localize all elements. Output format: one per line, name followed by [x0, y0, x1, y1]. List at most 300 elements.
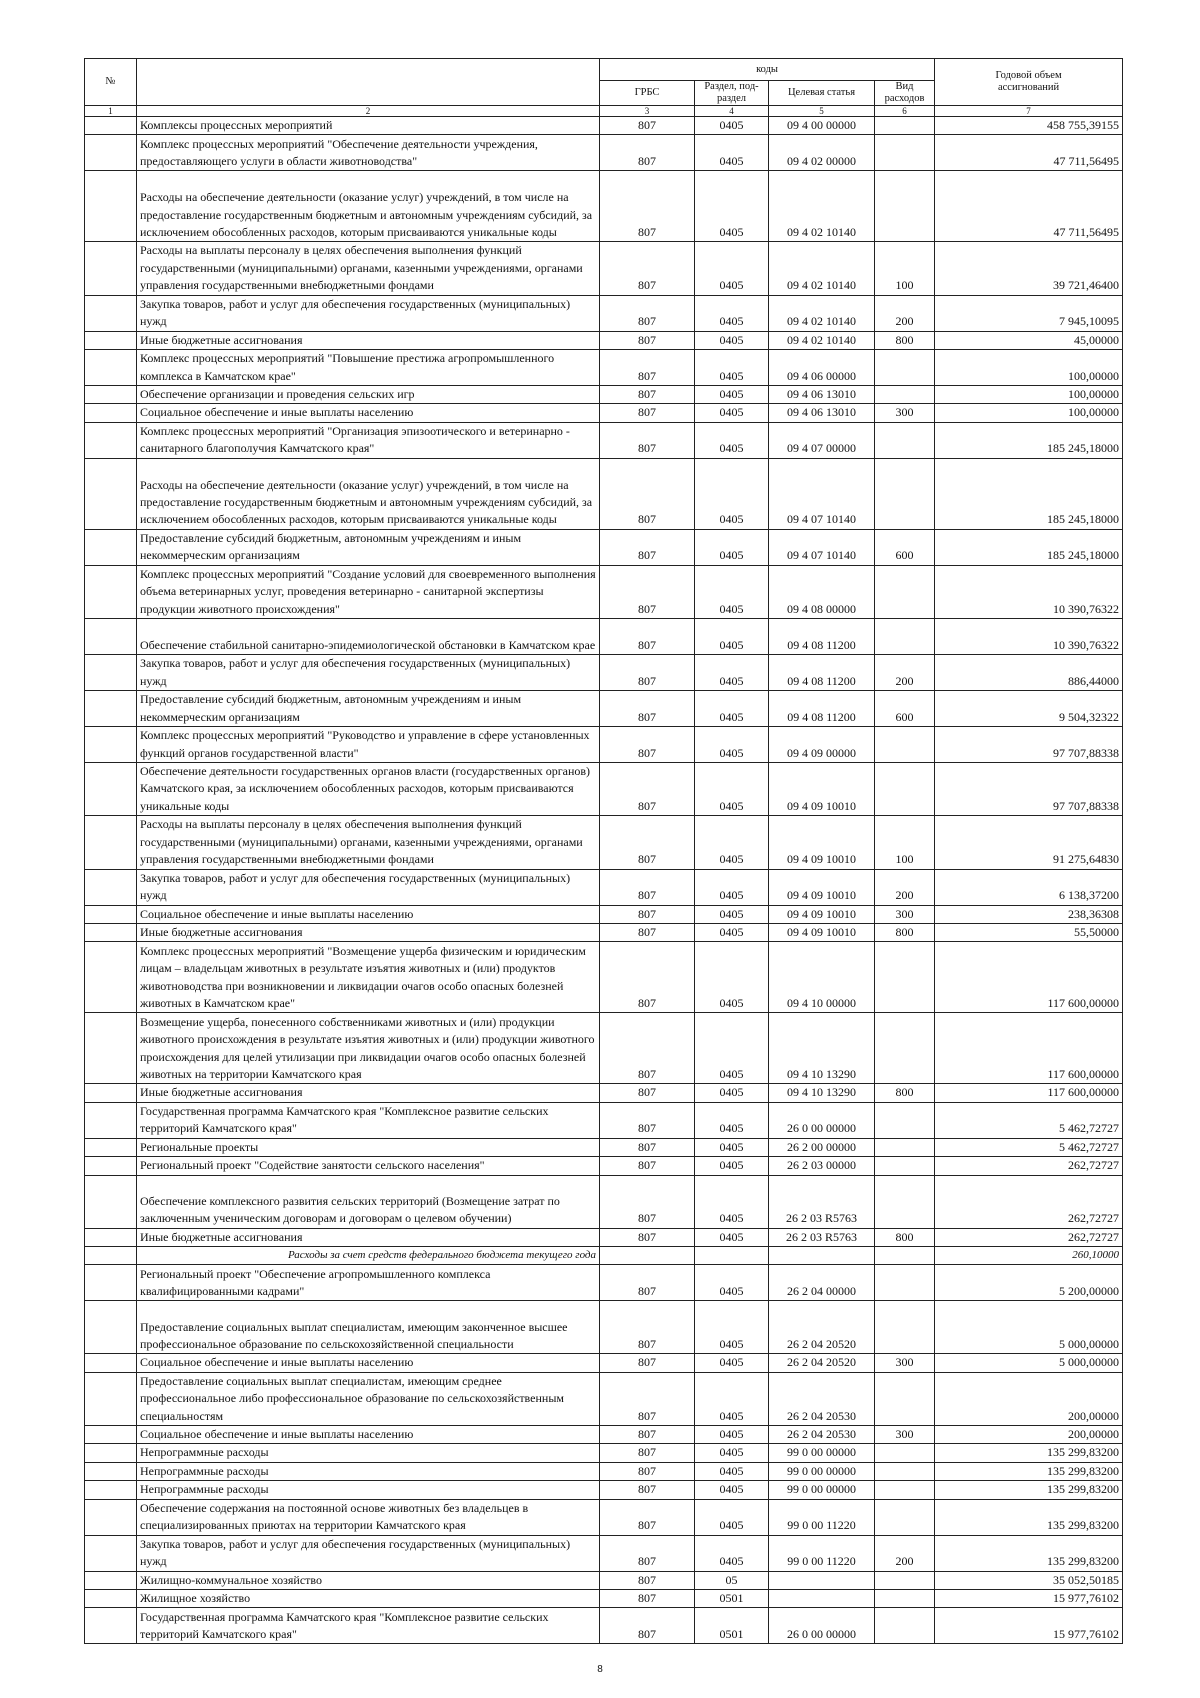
cell-expense-type: [875, 386, 935, 404]
cell-grbs: 807: [600, 422, 695, 458]
cell-grbs: 807: [600, 1481, 695, 1499]
cell-section: 0405: [695, 1138, 769, 1156]
page-number: 8: [597, 1664, 603, 1675]
cell-expense-name: Иные бюджетные ассигнования: [137, 1084, 600, 1102]
cell-number: [85, 1084, 137, 1102]
cell-number: [85, 1175, 137, 1228]
cell-number: [85, 816, 137, 869]
table-row: [85, 869, 1123, 905]
cell-expense-type: 300: [875, 1425, 935, 1443]
table-row: [85, 117, 1123, 135]
cell-expense-type: [875, 1157, 935, 1175]
cell-section: 0405: [695, 404, 769, 422]
cell-expense-type: 200: [875, 1535, 935, 1571]
cell-annual-sum: 5 200,00000: [935, 1265, 1123, 1301]
cell-expense-name: Региональный проект "Обеспечение агропромышленного комплекса квалифицированными кадрами": [137, 1265, 600, 1301]
cell-expense-name: Комплекс процессных мероприятий "Возмещение ущерба физическим и юридическим лицам – владельцам животных в результате изъятия животных и (или) продуктов животноводства при возникновении и ликвидации очагов особо опасных болезней животных в Камчатском крае": [137, 942, 600, 1013]
cell-expense-type: [875, 350, 935, 386]
cell-expense-type: 300: [875, 905, 935, 923]
cell-target-article: 26 2 03 R5763: [769, 1228, 875, 1246]
cell-annual-sum: 260,10000: [935, 1246, 1123, 1264]
table-row: [85, 1590, 1123, 1608]
table-row: [85, 1265, 1123, 1301]
cell-expense-type: [875, 1372, 935, 1425]
cell-target-article: 26 2 03 R5763: [769, 1175, 875, 1228]
cell-expense-type: 600: [875, 529, 935, 565]
cell-number: [85, 1265, 137, 1301]
cell-grbs: 807: [600, 1265, 695, 1301]
cell-number: [85, 1535, 137, 1571]
header-annual-volume-line2: ассигнований: [997, 82, 1060, 93]
cell-expense-name: Предоставление субсидий бюджетным, автономным учреждениям и иным некоммерческим организациям: [137, 691, 600, 727]
cell-section: 0405: [695, 1462, 769, 1480]
cell-target-article: 09 4 08 11200: [769, 655, 875, 691]
table-row: [85, 1481, 1123, 1499]
cell-target-article: 09 4 10 13290: [769, 1013, 875, 1084]
cell-expense-name: Закупка товаров, работ и услуг для обеспечения государственных (муниципальных) нужд: [137, 869, 600, 905]
cell-section: 0405: [695, 1535, 769, 1571]
cell-expense-type: [875, 1138, 935, 1156]
cell-section: 05: [695, 1571, 769, 1589]
cell-expense-name: Комплекс процессных мероприятий "Повышение престижа агропромышленного комплекса в Камчатском крае": [137, 350, 600, 386]
cell-expense-name: Непрограммные расходы: [137, 1444, 600, 1462]
cell-grbs: 807: [600, 1372, 695, 1425]
header-name: [137, 59, 600, 106]
cell-expense-name: Иные бюджетные ассигнования: [137, 331, 600, 349]
cell-grbs: 807: [600, 295, 695, 331]
cell-number: [85, 458, 137, 529]
cell-target-article: 09 4 06 13010: [769, 404, 875, 422]
cell-section: 0405: [695, 458, 769, 529]
cell-number: [85, 1425, 137, 1443]
cell-expense-name: Комплекс процессных мероприятий "Руководство и управление в сфере установленных функций органов государственной власти": [137, 727, 600, 763]
cell-target-article: 26 2 04 00000: [769, 1265, 875, 1301]
cell-expense-name: Жилищно-коммунальное хозяйство: [137, 1571, 600, 1589]
cell-grbs: 807: [600, 655, 695, 691]
header-expense-type-line1: Вид: [895, 81, 914, 92]
cell-annual-sum: 15 977,76102: [935, 1608, 1123, 1644]
cell-number: [85, 386, 137, 404]
cell-grbs: 807: [600, 1444, 695, 1462]
cell-number: [85, 1102, 137, 1138]
column-number: 4: [695, 106, 769, 117]
table-row: [85, 1013, 1123, 1084]
cell-expense-type: 600: [875, 691, 935, 727]
header-section-line2: раздел: [716, 93, 747, 104]
cell-expense-type: [875, 458, 935, 529]
cell-target-article: 09 4 02 10140: [769, 242, 875, 295]
cell-number: [85, 1590, 137, 1608]
cell-section: 0405: [695, 1175, 769, 1228]
header-annual-volume: [935, 59, 1123, 106]
cell-grbs: 807: [600, 458, 695, 529]
cell-number: [85, 1372, 137, 1425]
cell-number: [85, 923, 137, 941]
table-row: [85, 565, 1123, 618]
cell-number: [85, 905, 137, 923]
cell-expense-name: Жилищное хозяйство: [137, 1590, 600, 1608]
cell-target-article: [769, 1571, 875, 1589]
table-row: [85, 1608, 1123, 1644]
cell-number: [85, 1499, 137, 1535]
cell-number: [85, 565, 137, 618]
cell-section: 0501: [695, 1590, 769, 1608]
cell-number: [85, 942, 137, 1013]
table-row: [85, 529, 1123, 565]
cell-target-article: 09 4 07 10140: [769, 529, 875, 565]
cell-section: 0405: [695, 331, 769, 349]
cell-annual-sum: 135 299,83200: [935, 1444, 1123, 1462]
cell-target-article: 09 4 06 13010: [769, 386, 875, 404]
cell-grbs: 807: [600, 404, 695, 422]
cell-number: [85, 1013, 137, 1084]
cell-target-article: 26 0 00 00000: [769, 1102, 875, 1138]
cell-number: [85, 1354, 137, 1372]
budget-allocation-table: [84, 58, 1123, 1644]
cell-annual-sum: 100,00000: [935, 386, 1123, 404]
cell-annual-sum: 6 138,37200: [935, 869, 1123, 905]
cell-target-article: 99 0 00 00000: [769, 1481, 875, 1499]
cell-section: 0405: [695, 242, 769, 295]
cell-section: 0405: [695, 1444, 769, 1462]
cell-annual-sum: 262,72727: [935, 1175, 1123, 1228]
table-row: [85, 619, 1123, 655]
cell-annual-sum: 135 299,83200: [935, 1535, 1123, 1571]
cell-target-article: 09 4 02 10140: [769, 295, 875, 331]
cell-grbs: 807: [600, 529, 695, 565]
cell-grbs: 807: [600, 350, 695, 386]
cell-grbs: 807: [600, 1138, 695, 1156]
cell-grbs: 807: [600, 727, 695, 763]
cell-expense-name: Региональные проекты: [137, 1138, 600, 1156]
cell-grbs: 807: [600, 1354, 695, 1372]
cell-grbs: 807: [600, 331, 695, 349]
column-number: 1: [85, 106, 137, 117]
cell-expense-name: Расходы на выплаты персоналу в целях обеспечения выполнения функций государственными (муниципальными) органами, казенными учреждениями, органами управления государственными внебюджетными фондами: [137, 242, 600, 295]
cell-number: [85, 763, 137, 816]
cell-target-article: 26 2 04 20530: [769, 1372, 875, 1425]
cell-annual-sum: 100,00000: [935, 350, 1123, 386]
cell-annual-sum: 5 462,72727: [935, 1102, 1123, 1138]
cell-grbs: 807: [600, 763, 695, 816]
cell-annual-sum: 262,72727: [935, 1228, 1123, 1246]
cell-section: 0405: [695, 422, 769, 458]
cell-expense-name: Возмещение ущерба, понесенного собственниками животных и (или) продукции животного происхождения в результате изъятия животных и (или) продукции животного происхождения для целей утилизации при ликвидации очагов особо опасных болезней животных на территории Камчатского края: [137, 1013, 600, 1084]
cell-section: 0405: [695, 691, 769, 727]
cell-annual-sum: 200,00000: [935, 1372, 1123, 1425]
cell-target-article: 26 2 04 20530: [769, 1425, 875, 1443]
cell-expense-name: Обеспечение содержания на постоянной основе животных без владельцев в специализированных приютах на территории Камчатского края: [137, 1499, 600, 1535]
cell-number: [85, 1462, 137, 1480]
cell-number: [85, 691, 137, 727]
cell-section: 0405: [695, 117, 769, 135]
column-number-row: [85, 106, 1123, 117]
cell-expense-type: [875, 565, 935, 618]
cell-number: [85, 655, 137, 691]
cell-expense-name: Предоставление социальных выплат специалистам, имеющим среднее профессиональное либо профессиональное образование по сельскохозяйственным специальностям: [137, 1372, 600, 1425]
cell-expense-type: [875, 942, 935, 1013]
cell-grbs: 807: [600, 171, 695, 242]
cell-annual-sum: 185 245,18000: [935, 458, 1123, 529]
cell-annual-sum: 10 390,76322: [935, 565, 1123, 618]
cell-expense-type: 800: [875, 331, 935, 349]
cell-section: 0405: [695, 727, 769, 763]
header-section: [695, 81, 769, 106]
cell-expense-name: Закупка товаров, работ и услуг для обеспечения государственных (муниципальных) нужд: [137, 655, 600, 691]
cell-annual-sum: 35 052,50185: [935, 1571, 1123, 1589]
cell-expense-name: Обеспечение деятельности государственных органов власти (государственных органов) Камчатского края, за исключением обособленных расходов, которым присваиваются уникальные коды: [137, 763, 600, 816]
cell-expense-name: Расходы на обеспечение деятельности (оказание услуг) учреждений, в том числе на предоставление государственным бюджетным и автономным учреждениям субсидий, за исключением обособленных расходов, которым присваиваются уникальные коды: [137, 171, 600, 242]
cell-number: [85, 1444, 137, 1462]
cell-target-article: 26 2 00 00000: [769, 1138, 875, 1156]
cell-expense-type: 800: [875, 1084, 935, 1102]
cell-expense-name: Обеспечение комплексного развития сельских территорий (Возмещение затрат по заключенным ученическим договорам и договорам о целевом обучении): [137, 1175, 600, 1228]
cell-expense-type: [875, 1013, 935, 1084]
cell-expense-name: Комплекс процессных мероприятий "Создание условий для своевременного выполнения объема ветеринарных услуг, проведения ветеринарно - санитарной экспертизы продукции животного происхождения": [137, 565, 600, 618]
cell-number: [85, 1301, 137, 1354]
cell-expense-type: [875, 727, 935, 763]
cell-grbs: 807: [600, 1175, 695, 1228]
cell-target-article: 09 4 09 10010: [769, 905, 875, 923]
cell-grbs: 807: [600, 565, 695, 618]
cell-section: 0405: [695, 869, 769, 905]
cell-section: 0405: [695, 1301, 769, 1354]
cell-expense-type: [875, 1481, 935, 1499]
cell-expense-type: 800: [875, 923, 935, 941]
cell-expense-name: Социальное обеспечение и иные выплаты населению: [137, 404, 600, 422]
cell-expense-type: [875, 1590, 935, 1608]
cell-target-article: 09 4 10 00000: [769, 942, 875, 1013]
header-annual-volume-line1: Годовой объем: [995, 70, 1062, 81]
cell-expense-name: Расходы на обеспечение деятельности (оказание услуг) учреждений, в том числе на предоставление государственным бюджетным и автономным учреждениям субсидий, за исключением обособленных расходов, которым присваиваются уникальные коды: [137, 458, 600, 529]
cell-annual-sum: 97 707,88338: [935, 763, 1123, 816]
header-expense-type-line2: расходов: [884, 93, 925, 104]
cell-expense-name: Социальное обеспечение и иные выплаты населению: [137, 905, 600, 923]
cell-grbs: 807: [600, 1499, 695, 1535]
cell-annual-sum: 7 945,10095: [935, 295, 1123, 331]
cell-section: 0405: [695, 942, 769, 1013]
cell-grbs: 807: [600, 1102, 695, 1138]
table-row: [85, 1301, 1123, 1354]
cell-section: 0405: [695, 135, 769, 171]
cell-number: [85, 295, 137, 331]
cell-section: 0405: [695, 1354, 769, 1372]
cell-annual-sum: 47 711,56495: [935, 135, 1123, 171]
cell-expense-name: Обеспечение стабильной санитарно-эпидемиологической обстановки в Камчатском крае: [137, 619, 600, 655]
table-row: [85, 1571, 1123, 1589]
cell-number: [85, 135, 137, 171]
cell-target-article: 09 4 00 00000: [769, 117, 875, 135]
cell-grbs: 807: [600, 923, 695, 941]
column-number: 5: [769, 106, 875, 117]
cell-grbs: 807: [600, 1084, 695, 1102]
cell-expense-type: [875, 1102, 935, 1138]
table-row: [85, 816, 1123, 869]
cell-grbs: 807: [600, 1013, 695, 1084]
cell-target-article: 09 4 09 00000: [769, 727, 875, 763]
table-row: [85, 1102, 1123, 1138]
cell-section: 0405: [695, 1157, 769, 1175]
cell-number: [85, 1138, 137, 1156]
table-row: [85, 1444, 1123, 1462]
cell-target-article: 09 4 08 00000: [769, 565, 875, 618]
cell-expense-type: 200: [875, 295, 935, 331]
cell-expense-name: Иные бюджетные ассигнования: [137, 923, 600, 941]
header-codes: коды: [600, 59, 935, 81]
cell-grbs: 807: [600, 905, 695, 923]
table-row: [85, 386, 1123, 404]
cell-section: 0405: [695, 1084, 769, 1102]
cell-grbs: 807: [600, 619, 695, 655]
table-row: [85, 135, 1123, 171]
cell-number: [85, 1481, 137, 1499]
cell-expense-name: Обеспечение организации и проведения сельских игр: [137, 386, 600, 404]
table-row: [85, 1084, 1123, 1102]
cell-target-article: [769, 1590, 875, 1608]
cell-expense-name: Предоставление социальных выплат специалистам, имеющим законченное высшее профессиональное образование по сельскохозяйственной специальности: [137, 1301, 600, 1354]
cell-expense-name: Государственная программа Камчатского края "Комплексное развитие сельских территорий Камчатского края": [137, 1102, 600, 1138]
cell-grbs: 807: [600, 942, 695, 1013]
column-number: 2: [137, 106, 600, 117]
table-row: [85, 458, 1123, 529]
cell-expense-type: 300: [875, 1354, 935, 1372]
cell-grbs: 807: [600, 1301, 695, 1354]
table-row: [85, 350, 1123, 386]
cell-target-article: 09 4 09 10010: [769, 869, 875, 905]
cell-expense-type: [875, 171, 935, 242]
table-row: [85, 1425, 1123, 1443]
cell-section: [695, 1246, 769, 1264]
cell-number: [85, 869, 137, 905]
cell-annual-sum: 200,00000: [935, 1425, 1123, 1443]
table-row: [85, 1535, 1123, 1571]
cell-target-article: 99 0 00 00000: [769, 1462, 875, 1480]
cell-annual-sum: 117 600,00000: [935, 1084, 1123, 1102]
cell-annual-sum: 886,44000: [935, 655, 1123, 691]
cell-grbs: 807: [600, 117, 695, 135]
table-row: [85, 763, 1123, 816]
cell-expense-name: Иные бюджетные ассигнования: [137, 1228, 600, 1246]
cell-annual-sum: 55,50000: [935, 923, 1123, 941]
table-row: [85, 1499, 1123, 1535]
cell-expense-type: [875, 1571, 935, 1589]
cell-section: 0405: [695, 923, 769, 941]
header-section-line1: Раздел, под-: [704, 81, 759, 92]
cell-expense-type: 200: [875, 655, 935, 691]
cell-section: 0405: [695, 1499, 769, 1535]
header-grbs: ГРБС: [600, 81, 695, 106]
header-row-codes: [85, 59, 1123, 81]
table-row: [85, 404, 1123, 422]
table-row: [85, 923, 1123, 941]
table-row-note: [85, 1246, 1123, 1264]
cell-target-article: 99 0 00 11220: [769, 1535, 875, 1571]
cell-number: [85, 1571, 137, 1589]
cell-number: [85, 331, 137, 349]
cell-grbs: 807: [600, 816, 695, 869]
cell-expense-type: [875, 763, 935, 816]
cell-number: [85, 171, 137, 242]
cell-annual-sum: 47 711,56495: [935, 171, 1123, 242]
cell-annual-sum: 262,72727: [935, 1157, 1123, 1175]
cell-grbs: 807: [600, 386, 695, 404]
cell-section: 0405: [695, 1013, 769, 1084]
cell-section: 0405: [695, 350, 769, 386]
cell-target-article: 09 4 09 10010: [769, 923, 875, 941]
cell-grbs: 807: [600, 242, 695, 295]
cell-expense-type: [875, 1499, 935, 1535]
cell-annual-sum: 100,00000: [935, 404, 1123, 422]
cell-annual-sum: 458 755,39155: [935, 117, 1123, 135]
cell-grbs: 807: [600, 1608, 695, 1644]
cell-number: [85, 1228, 137, 1246]
cell-expense-name: Закупка товаров, работ и услуг для обеспечения государственных (муниципальных) нужд: [137, 295, 600, 331]
table-row: [85, 1354, 1123, 1372]
column-number: 6: [875, 106, 935, 117]
cell-grbs: 807: [600, 1571, 695, 1589]
cell-expense-name: Государственная программа Камчатского края "Комплексное развитие сельских территорий Камчатского края": [137, 1608, 600, 1644]
table-row: [85, 727, 1123, 763]
table-row: [85, 1462, 1123, 1480]
table-row: [85, 905, 1123, 923]
table-row: [85, 331, 1123, 349]
cell-annual-sum: 135 299,83200: [935, 1499, 1123, 1535]
cell-target-article: 26 2 03 00000: [769, 1157, 875, 1175]
cell-section: 0405: [695, 816, 769, 869]
cell-section: 0405: [695, 763, 769, 816]
cell-expense-type: [875, 1246, 935, 1264]
cell-target-article: 26 2 04 20520: [769, 1301, 875, 1354]
cell-number: [85, 529, 137, 565]
cell-grbs: 807: [600, 135, 695, 171]
cell-target-article: 09 4 10 13290: [769, 1084, 875, 1102]
header-expense-type: [875, 81, 935, 106]
cell-expense-type: [875, 1175, 935, 1228]
cell-section: 0405: [695, 619, 769, 655]
table-row: [85, 691, 1123, 727]
cell-target-article: 09 4 07 10140: [769, 458, 875, 529]
cell-expense-type: [875, 1608, 935, 1644]
cell-target-article: 09 4 09 10010: [769, 816, 875, 869]
cell-grbs: 807: [600, 1157, 695, 1175]
cell-annual-sum: 45,00000: [935, 331, 1123, 349]
cell-number: [85, 404, 137, 422]
cell-annual-sum: 135 299,83200: [935, 1462, 1123, 1480]
cell-number: [85, 1246, 137, 1264]
cell-section: 0405: [695, 295, 769, 331]
cell-expense-name: Расходы на выплаты персоналу в целях обеспечения выполнения функций государственными (муниципальными) органами, казенными учреждениями, органами управления государственными внебюджетными фондами: [137, 816, 600, 869]
cell-target-article: 09 4 08 11200: [769, 619, 875, 655]
cell-grbs: 807: [600, 691, 695, 727]
cell-expense-name: Непрограммные расходы: [137, 1462, 600, 1480]
cell-annual-sum: 185 245,18000: [935, 529, 1123, 565]
cell-expense-type: 200: [875, 869, 935, 905]
cell-expense-type: [875, 619, 935, 655]
cell-annual-sum: 10 390,76322: [935, 619, 1123, 655]
cell-annual-sum: 39 721,46400: [935, 242, 1123, 295]
table-row: [85, 422, 1123, 458]
table-row: [85, 295, 1123, 331]
cell-expense-type: 100: [875, 816, 935, 869]
cell-expense-name: Предоставление субсидий бюджетным, автономным учреждениям и иным некоммерческим организациям: [137, 529, 600, 565]
cell-number: [85, 117, 137, 135]
cell-annual-sum: 5 000,00000: [935, 1354, 1123, 1372]
cell-grbs: 807: [600, 1462, 695, 1480]
cell-expense-type: [875, 1444, 935, 1462]
cell-section: 0501: [695, 1608, 769, 1644]
cell-expense-type: [875, 422, 935, 458]
header-num: №: [85, 59, 137, 106]
